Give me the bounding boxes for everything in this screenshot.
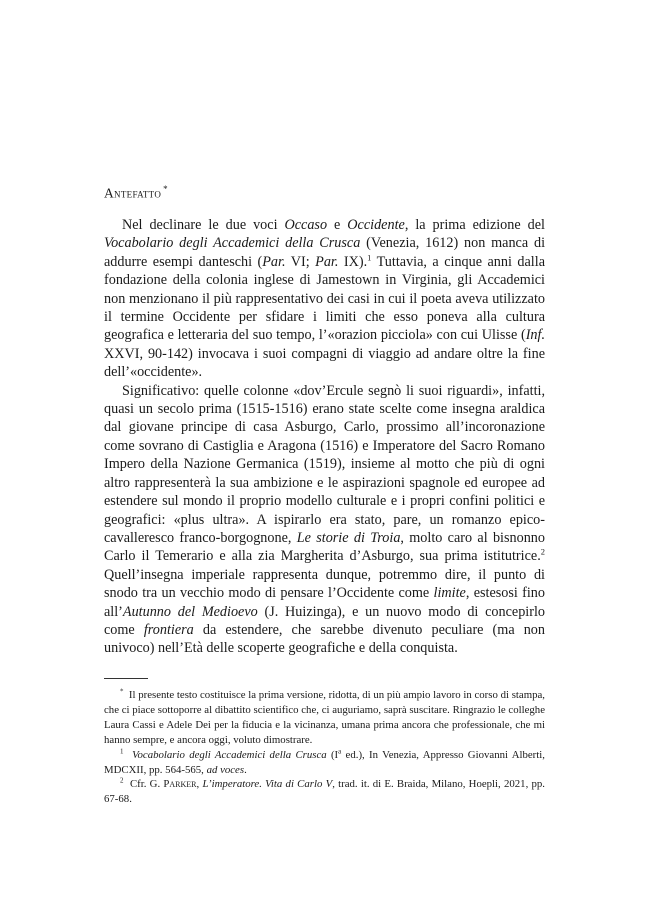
paragraph: Nel declinare le due voci Occaso e Occidente, la prima edizione del Vocabolario degli Accademici della Crusca (Venezia, 1612) non manca di addurre esempi danteschi (Par. VI; Par. IX).$^1$ Tuttavia, a cinque anni dalla fondazione della colonia inglese di Jamestown in Virginia, gli Accademici non menzionano il più rappresentativo dei casi in cui il poeta aveva utilizzato il termine Occidente per sfidare i limiti che esso poneva alla cultura geografica e letteraria del suo tempo, l’«orazion picciola» con cui Ulisse (Inf. XXVI, 90-142) invocava i suoi compagni di viaggio ad andare oltre la fine dell’«occidente».	[104, 217, 546, 381]
body-text	[104, 216, 545, 658]
italic-text: L’imperatore. Vita di Carlo V	[202, 778, 333, 791]
footnote-text: Il presente testo costituisce la prima versione, ridotta, di un più ampio lavoro in corso di stampa, che ci piace sottoporre al dibattito scientifico che, ci auguriamo, saprà suscitare. Ringrazio le colleghe Laura Cassi e Adele Dei per la fiducia e la vicinanza, umana prima ancora che professionale, che mi hanno sempre, e ancora oggi, voluto dimostrare.	[104, 689, 545, 746]
footnote	[104, 777, 545, 807]
footnote-ref: 1	[367, 252, 372, 263]
footnote	[104, 688, 545, 748]
heading-footnote-marker: *	[163, 184, 168, 194]
section-heading	[104, 184, 168, 202]
footnote-ref: a	[338, 747, 342, 756]
italic-text: ad voces	[206, 763, 245, 776]
italic-text: limite	[433, 585, 466, 602]
footnote-marker: 1	[120, 747, 124, 756]
italic-text: Le storie di Troia	[296, 529, 401, 546]
footnote-marker: 2	[120, 776, 124, 785]
italic-text: Occidente	[347, 217, 405, 233]
italic-text: Vocabolario degli Accademici della Crusca	[104, 235, 361, 252]
paragraph: Significativo: quelle colonne «dov’Ercule segnò li suoi riguardi», infatti, quasi un secolo prima (1515-1516) erano state scelte come insegna araldica dal giovane principe di casa Asburgo, Carlo, prossimo all’incoronazione come sovrano di Castiglia e Aragona (1516) e Imperatore del Sacro Romano Impero della Nazione Germanica (1519), insieme al motto che più di ogni altro rappresenterà la sua ambizione e le aspirazioni spagnole ed europee ad estendere sul mondo il proprio modello culturale e i propri confini politici e geografici: «plus ultra». A ispirarlo era stato, pare, un romanzo epico-cavalleresco franco-borgognone, Le storie di Troia, molto caro al bisnonno Carlo il Temerario e alla zia Margherita d’Asburgo, sua prima istitutrice.$^2$ Quell’insegna imperiale rappresenta dunque, potremmo dire, il punto di snodo tra un vecchio modo di pensare l’Occidente come limite, estesosi fino all’Autunno del Medioevo (J. Huizinga), e un nuovo modo di concepirlo come frontiera da estendere, che sarebbe divenuto peculiare (ma non univoco) nell’Età delle scoperte geografiche e della conquista.	[104, 382, 545, 657]
footnotes	[104, 688, 545, 807]
italic-text: Par.	[262, 253, 286, 270]
italic-text: Occaso	[284, 217, 328, 233]
italic-text: Inf.	[525, 327, 545, 344]
italic-text: Autunno del Medioevo	[122, 603, 258, 620]
footnote-text: Cfr. G. Parker, L’imperatore. Vita di Carlo V, trad. it. di E. Braida, Milano, Hoepli, 2021, pp. 67-68.	[104, 778, 545, 806]
footnote-marker: *	[120, 687, 124, 696]
footnote-text: Vocabolario degli Accademici della Crusca ($I^a$ ed.), In Venezia, Appresso Giovanni Alberti, MDCXII, pp. 564-565, ad voces.	[104, 747, 545, 776]
italic-text: Par.	[315, 253, 339, 270]
small-caps-text: Parker	[163, 778, 197, 791]
footnote	[104, 748, 545, 778]
section-heading-text: Antefatto	[104, 185, 162, 201]
italic-text: frontiera	[143, 621, 194, 638]
italic-text: Vocabolario degli Accademici della Crusca	[132, 748, 327, 761]
footnote-separator	[104, 678, 148, 679]
footnote-ref: 2	[540, 546, 545, 557]
